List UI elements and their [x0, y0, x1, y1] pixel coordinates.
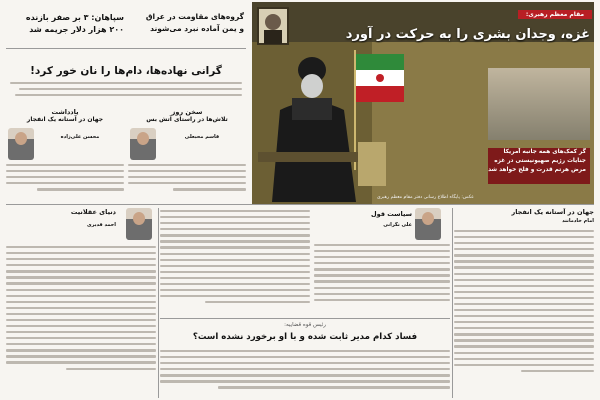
siasat-author-photo: [415, 208, 441, 240]
sokhan-rooz-body: [128, 164, 246, 194]
column-sokhan-rooz: [128, 108, 246, 202]
right-column-body: [454, 230, 594, 376]
story-judiciary: [160, 320, 450, 398]
cover-headline[interactable]: غزه، وجدان بشری را به حرکت در آورد: [345, 27, 590, 42]
dobaleh-title[interactable]: دنیای عقلانیت: [70, 208, 116, 216]
photo-credit: عکس: پایگاه اطلاع رسانی دفتر مقام معظم رهبری: [376, 195, 474, 200]
left-columns: [6, 108, 246, 202]
column-dobaleh: [6, 208, 156, 398]
dobaleh-author: احمد قدیری: [86, 222, 116, 228]
story-iraq-subhead: و یمن آماده نبرد می‌شوند: [150, 24, 244, 33]
judiciary-kicker: رئیس قوه قضاییه:: [284, 322, 326, 328]
story-sepahan-subhead: ۲۰۰ هزار دلار جریمه شد: [29, 25, 124, 34]
inset-caption-line-2: جنایات رژیم صهیونیستی در غزه: [494, 158, 586, 164]
middle-divider: [160, 318, 450, 319]
siasat-title[interactable]: سیاست قول: [371, 210, 412, 218]
sokhan-rooz-author-photo: [130, 128, 156, 160]
column-yadasht: [6, 108, 124, 202]
dobaleh-body: [6, 246, 156, 374]
right-column-title[interactable]: جهان در آستانه یک انفجار: [511, 208, 594, 216]
inset-caption-line-1: گر کمک‌های همه جانبه آمریکا: [503, 149, 586, 155]
yadasht-label: یادداشت: [51, 108, 79, 116]
yadasht-author-photo: [8, 128, 34, 160]
story-iraq-headline[interactable]: گروه‌های مقاومت در عراق: [145, 12, 244, 21]
sokhan-rooz-label: سخن روز: [171, 108, 203, 116]
cover-photo[interactable]: [252, 2, 594, 204]
yadasht-author: محسن علی‌زاده: [60, 134, 100, 140]
judiciary-body: [160, 350, 450, 393]
story-summary: [10, 82, 242, 102]
column-siasat: [160, 208, 450, 316]
siasat-author: علی نگرانی: [383, 222, 412, 228]
right-column-author: امام خادمانند: [562, 218, 594, 224]
story-sepahan-headline[interactable]: سپاهان: ۳ بر صفر بازنده: [25, 13, 124, 22]
main-headline-livestock[interactable]: گرانی نهاده‌ها، دام‌ها را نان خور کرد!: [30, 65, 222, 77]
top-left-region: [6, 2, 246, 106]
inset-photo[interactable]: [488, 68, 590, 140]
sokhan-rooz-author: قاسم محبعلی: [184, 134, 220, 140]
inset-caption-line-3: مرض هرتم قدرت و فلج خواهد شد: [488, 167, 586, 173]
yadasht-title[interactable]: جهان در آستانه یک انفجار: [26, 116, 104, 123]
divider-line: [6, 48, 246, 49]
vertical-divider-left: [158, 208, 159, 398]
inset-caption-box: [488, 148, 590, 184]
judiciary-headline[interactable]: فساد کدام مدیر ثابت شده و با او برخورد نشده است؟: [192, 332, 418, 342]
siasat-body-col2: [160, 210, 310, 307]
siasat-body-col1: [314, 244, 450, 305]
vertical-divider-right: [452, 208, 453, 398]
dobaleh-author-photo: [126, 208, 152, 240]
sokhan-rooz-title[interactable]: تلاش‌ها در راستای آتش بس: [146, 116, 228, 123]
story-kicker: [6, 4, 124, 12]
yadasht-body: [6, 164, 124, 194]
section-divider: [6, 204, 594, 205]
cover-kicker-badge: مقام معظم رهبری:: [518, 10, 592, 19]
column-right-story: [454, 208, 594, 398]
